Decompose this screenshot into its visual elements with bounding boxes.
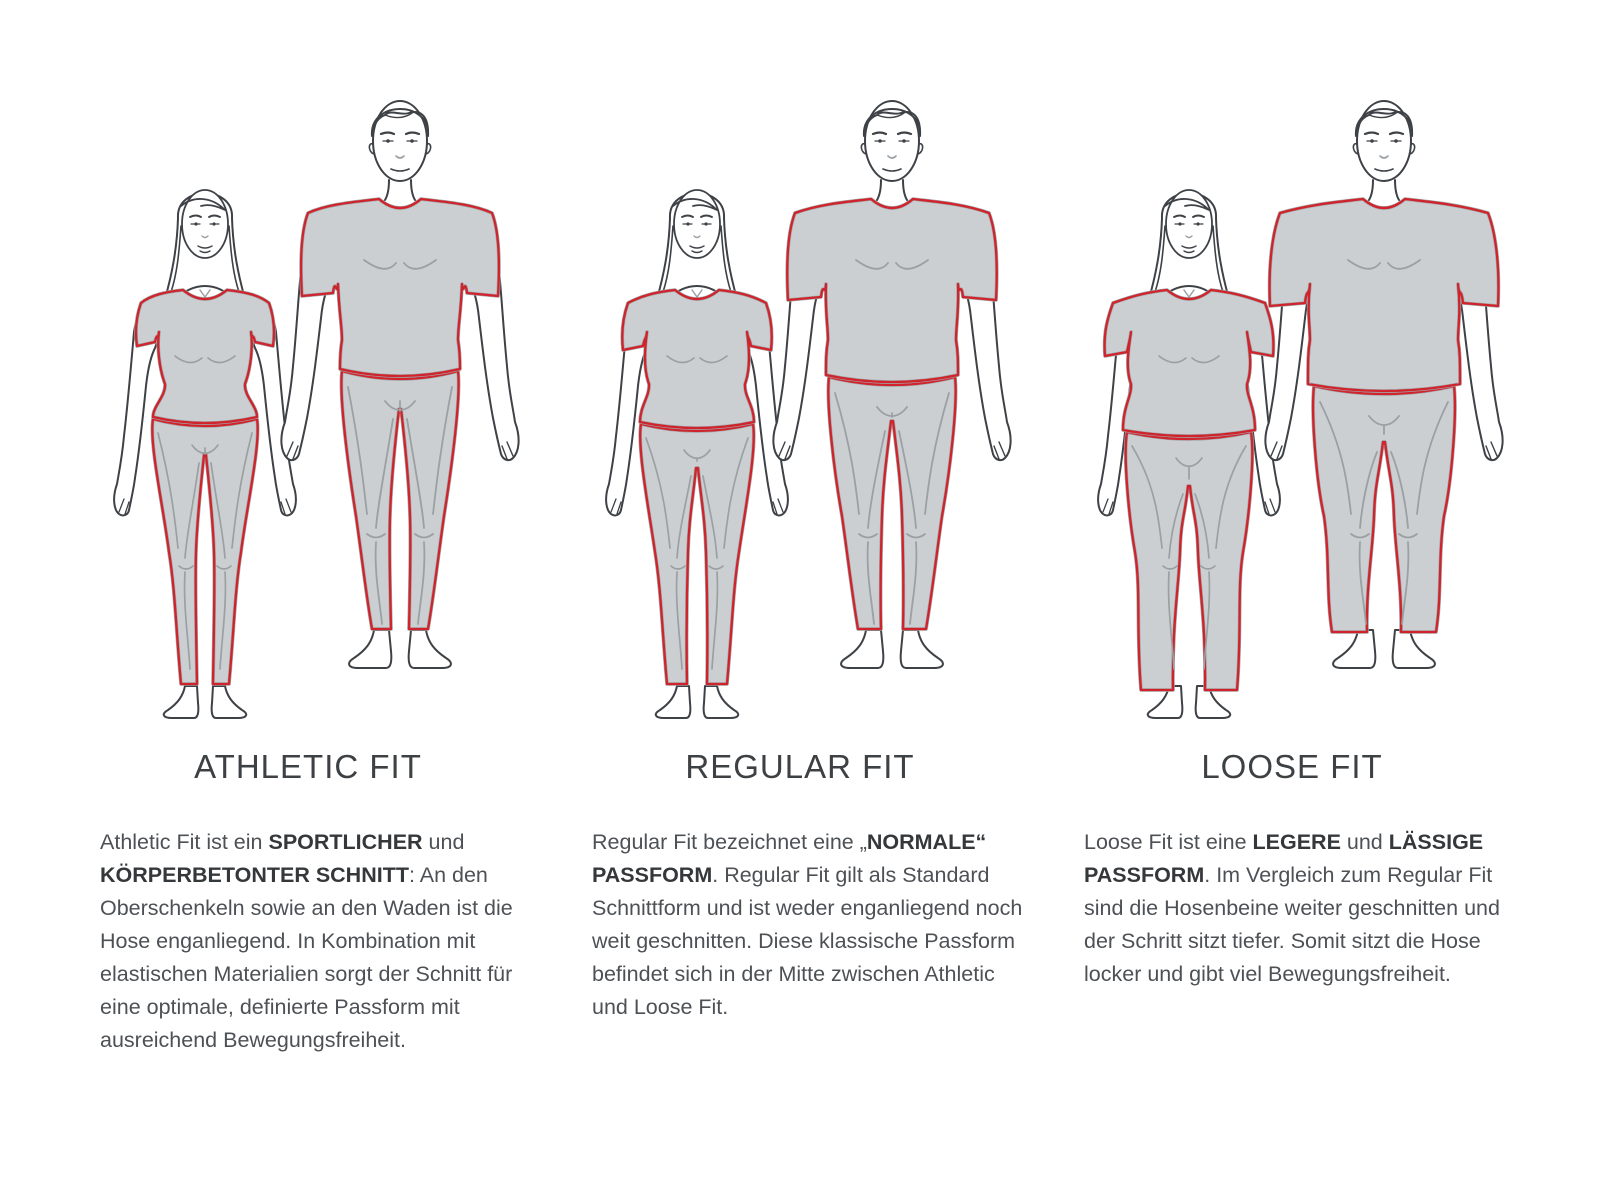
man-figure [281,101,518,668]
fit-figures [78,84,538,724]
woman-figure [1098,190,1280,718]
fit-description: Athletic Fit ist ein SPORTLICHER und KÖRPERBETONTER SCHNITT: An den Oberschenkeln sowie an den Waden ist die Hose enganliegend. In Kombination mit elastischen Materialien sorgt der Schnitt für eine optimale, definierte Passform mit ausreichend Bewegungsfreiheit. [100,830,513,1052]
fit-figures [1062,84,1522,724]
athletic-fit-figures [78,84,538,724]
woman-figure [114,190,296,718]
column-loose-fit [1062,84,1522,1057]
man-figure [1265,101,1502,668]
fit-description: Regular Fit bezeichnet eine „NORMALE“ PASSFORM. Regular Fit gilt als Standard Schnittform und ist weder enganliegend noch weit geschnitten. Diese klassische Passform befindet sich in der Mitte zwischen Athletic und Loose Fit. [592,830,1023,1019]
loose-fit-figures [1062,84,1522,724]
regular-fit-figures [570,84,1030,724]
fit-title: REGULAR FIT [685,748,915,785]
column-regular-fit [570,84,1030,1057]
man-figure [773,101,1010,668]
fit-description: Loose Fit ist eine LEGERE und LÄSSIGE PASSFORM. Im Vergleich zum Regular Fit sind die Hosenbeine weiter geschnitten und der Schritt sitzt tiefer. Somit sitzt die Hose locker und gibt viel Bewegungsfreiheit. [1084,830,1500,986]
column-athletic-fit [78,84,538,1057]
fit-title: LOOSE FIT [1201,748,1383,785]
fit-figures [570,84,1030,724]
fit-title: ATHLETIC FIT [194,748,422,785]
woman-figure [606,190,788,718]
